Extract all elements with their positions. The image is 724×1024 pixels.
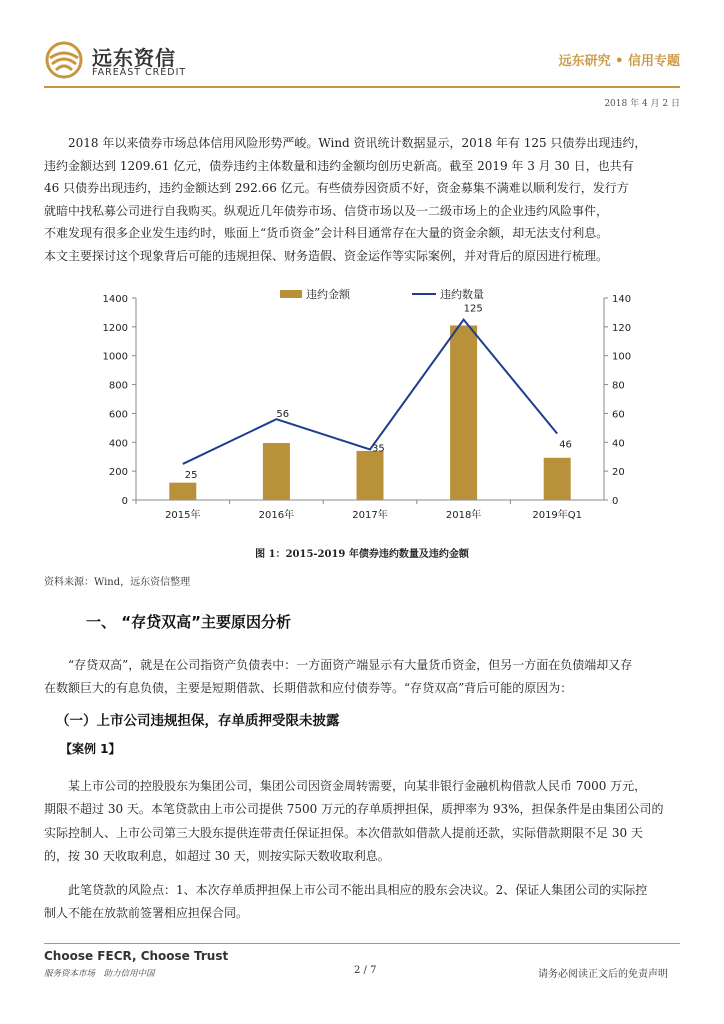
x-axis-labels (136, 500, 582, 521)
section1-line: 在数额巨大的有息负债，主要是短期借款、长期借款和应付债券等。“存贷双高”背后可能的原因为： (44, 680, 573, 695)
case1-paragraph (44, 775, 680, 868)
section1-line: “存贷双高”，就是在公司指资产负债表中：一方面资产端显示有大量货币资金，但另一方面在负债端却又存 (68, 658, 633, 672)
line-series (183, 304, 572, 481)
legend-swatch-bar (280, 290, 302, 298)
footer-disclaimer: 请务必阅读正文后的免责声明 (538, 969, 668, 980)
case1-line: 期限不超过 30 天。本笔贷款由上市公司提供 7500 万元的存单质押担保，质押率为 93%，担保条件是由集团公司的 (44, 802, 664, 817)
intro-line: 不难发现有很多企业发生违约时，账面上“货币资金”会计科目通常存在大量的资金余额，却无法支付利息。 (44, 226, 609, 240)
section1-paragraph (44, 654, 680, 699)
risk-paragraph (44, 879, 680, 924)
case1-line: 实际控制人、上市公司第三大股东提供连带责任保证担保。本次借款如借款人提前还款，实际借款期限不足 30 天 (44, 825, 643, 840)
right-tick-label: 40 (612, 438, 625, 450)
legend-label-bar: 违约金额 (306, 288, 350, 301)
right-tick-label: 140 (612, 294, 632, 305)
report-date: 2018 年 4 月 2 日 (604, 99, 680, 109)
footer-divider (44, 943, 680, 944)
intro-line: 就暗中找私募公司进行自我购买。纵观近几年债券市场、信贷市场以及一二级市场上的企业违约风险事件， (44, 203, 609, 218)
bar (263, 443, 290, 500)
bar (357, 451, 384, 500)
right-axis (604, 294, 631, 507)
case1-line: 某上市公司的控股股东为集团公司，集团公司因资金周转需要，向某非银行金融机构借款人民币 7000 万元， (68, 779, 647, 793)
x-tick-label: 2015年 (165, 510, 201, 521)
risk-line: 此笔贷款的风险点：1、本次存单质押担保上市公司不能出具相应的股东会决议。2、保证人集团公司的实际控 (68, 883, 648, 897)
right-tick-label: 60 (612, 409, 625, 421)
line-data-label: 125 (463, 303, 483, 315)
intro-line: 违约金额达到 1209.61 亿元，债券违约主体数量和违约金额均创历史新高。截至 2019 年 3 月 30 日，也共有 (44, 158, 634, 173)
x-tick-label: 2018年 (445, 510, 482, 521)
intro-line: 46 只债券出现违约，违约金额达到 292.66 亿元。有些债券因资质不好，资金募集不满难以顺利发行，发行方 (44, 181, 629, 195)
figure-source: 资料来源：Wind，远东资信整理 (44, 577, 191, 588)
logo-text-cn: 远东资信 (92, 46, 176, 70)
chart-legend (280, 287, 484, 301)
page-number: 2 / 7 (354, 965, 377, 976)
left-tick-label: 400 (108, 438, 128, 450)
x-tick-label: 2019年Q1 (532, 510, 583, 521)
right-tick-label: 100 (612, 351, 632, 363)
line-data-label: 35 (372, 443, 385, 455)
x-tick-label: 2016年 (258, 510, 295, 521)
right-tick-label: 80 (612, 380, 625, 392)
section-heading: 一、 “存贷双高”主要原因分析 (86, 613, 291, 631)
left-tick-label: 1000 (102, 351, 128, 363)
intro-paragraph (44, 132, 680, 267)
right-tick-label: 120 (612, 322, 632, 334)
bar (169, 483, 196, 500)
case-label: 【案例 1】 (60, 742, 121, 756)
case1-line: 的，按 30 天收取利息，如超过 30 天，则按实际天数收取利息。 (44, 848, 390, 863)
left-tick-label: 200 (108, 467, 128, 479)
figure-caption: 图 1：2015-2019 年债券违约数量及违约金额 (255, 549, 469, 560)
right-tick-label: 0 (612, 496, 619, 507)
logo-icon (44, 40, 84, 80)
bar-series (169, 325, 570, 500)
line-data-label: 46 (559, 439, 572, 451)
default-chart (44, 282, 680, 532)
line-data-label: 25 (184, 469, 198, 481)
line-data-label: 56 (276, 409, 290, 421)
x-tick-label: 2017年 (352, 510, 388, 521)
header-divider (44, 86, 680, 88)
bar (544, 458, 571, 500)
legend-label-line: 违约数量 (440, 288, 484, 301)
logo-text-en: FAREAST CREDIT (92, 67, 187, 78)
subsection-heading: （一）上市公司违规担保，存单质押受限未披露 (56, 713, 340, 729)
footer-subtitle: 服务资本市场 助力信用中国 (44, 969, 155, 979)
intro-line: 本文主要探讨这个现象背后可能的违规担保、财务造假、资金运作等实际案例，并对背后的原因进行梳理。 (44, 248, 609, 263)
line-path (183, 320, 557, 464)
left-tick-label: 600 (108, 409, 128, 421)
bar (450, 325, 477, 500)
risk-line: 制人不能在放款前签署相应担保合同。 (44, 905, 249, 920)
footer-slogan: Choose FECR, Choose Trust (44, 949, 229, 963)
intro-line: 2018 年以来债券市场总体信用风险形势严峻。Wind 资讯统计数据显示，2018 年有 125 只债券出现违约， (68, 136, 647, 150)
right-tick-label: 20 (612, 467, 625, 479)
left-tick-label: 1400 (102, 294, 128, 305)
logo (44, 40, 224, 80)
left-tick-label: 1200 (102, 322, 128, 334)
left-tick-label: 800 (108, 380, 128, 392)
header-section-title: 远东研究 • 信用专题 (558, 54, 680, 69)
left-tick-label: 0 (121, 496, 128, 507)
